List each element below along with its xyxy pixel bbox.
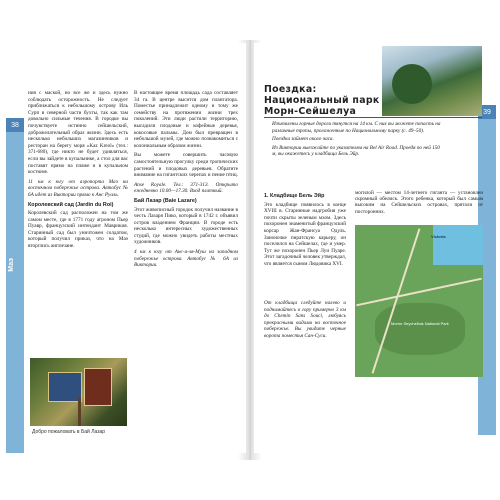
left-col2-paragraph-2: Вы можете совершить часовую самостоятельную прогулку среди тропических растений и плодовых деревьев. Обратите внимание на гигантских черепах и пение птиц.: [134, 152, 238, 179]
section-heading: 1. Кладбище Бель Эйр: [264, 193, 325, 199]
left-col2-paragraph-5: 4 км к югу от Анс-а-ля-Муш на западном побережье острова. Автобус № 6А из Виктории.: [134, 249, 238, 269]
photo-tree: [392, 64, 432, 104]
left-col1-paragraph2: Королевский сад расположен на том же самом месте, где в 1771 году агроном Пьер Пуавр, французский интендант Маврикия. Старинный сад был уничтожен солдатом, который получил приказ, что на Маэ вторглись англичане.: [28, 210, 128, 250]
left-page: [6, 43, 246, 453]
photo-sign: [84, 368, 112, 406]
left-column-2: [134, 90, 238, 272]
left-col2-paragraph-4: Этот живописный городок получил название в честь Лазаря Пико, который в 1742 г. объявил остров владением Франции. В городе есть несколько интересных художественных студий, где можно увидеть работы местных художников.: [134, 206, 238, 246]
photo-caption: Добро пожаловать в Бай Лазар: [32, 429, 106, 435]
left-side-tab: [6, 118, 24, 453]
right-col2-paragraph: могилой — местом 14-летнего гиганта — установлен скромный обелиск. Этого ребенка, который был самым высоким на Сейшельских островах, прятали от посторонних.: [355, 190, 483, 215]
map-park: [375, 303, 465, 355]
right-col1-paragraph: Это кладбище появилось в конце XVIII в. Старинные надгробия уже почти скрыты зеленым мхом. Здесь похоронен знаменитый французский корсар Жан-Франсуа Одуль. Заноночке пиратскую карьеру, он поселился на Сейшелах, где и умер. Тут же похоронен Пьер Луи Пуаре. Этот загадочный человек утверждал, что является сыном Людовика XVI.: [264, 201, 346, 267]
map-park-label: Morne Seychellois National Park: [391, 321, 449, 326]
route-map: [355, 225, 483, 377]
left-col2-paragraph-1: В настоящее время площадь сада составляет 34 га. В центре высится дом плантатора. Поместье принадлежит одному и тому же семейству на протяжении жизни трех поколений. Эти люди растили территорию, высадили плодовые и кофейные деревья, кокосовые пальмы. Дом был превращен в небольшой музей, где можно познакомиться с колониальным образом жизни.: [134, 90, 238, 149]
map-sea: [433, 225, 483, 265]
map-city-label: Victoria: [431, 234, 446, 239]
intro-paragraph: Поездка займет около часа.: [272, 136, 334, 143]
left-col2-paragraph-3: Anse Royale. Тел.: 371-313. Открыто ежедневно 10.00—17.30. Вход платный.: [134, 181, 238, 195]
left-column-1: [28, 90, 128, 253]
title-line: Морн-Сейшелуа: [264, 106, 357, 117]
tour-intro: [272, 121, 442, 160]
left-section-label: Маэ: [8, 258, 15, 272]
page-title: [264, 84, 384, 117]
intro-paragraph: Из Виктории выезжайте по указателям на Bel Air Road. Проедя по ней 150 м, вы окажетесь у кладбища Бель Эйр.: [272, 144, 440, 158]
title-line: Национальный парк: [264, 95, 380, 106]
right-column-1: [264, 190, 346, 271]
baie-lazare-photo: [30, 358, 127, 426]
right-page-number: 39: [478, 105, 496, 119]
title-divider: [264, 117, 482, 118]
map-road: [356, 278, 482, 307]
left-col1-heading: Королевский сад (Jardin du Roi): [28, 201, 114, 208]
left-col2-heading: Бай Лазар (Baie Lazare): [134, 197, 197, 204]
mountain-photo: [382, 46, 482, 116]
photo-post: [78, 398, 81, 426]
left-col1-paragraph-directions: 11 км к югу от аэропорта Маэ на восточном побережье острова. Автобус № 6А идет из Виктории прямо к Анс Руаль.: [28, 178, 128, 198]
left-col1-paragraph: ния с маской, но все же и здесь нужно соблюдать осторожность. Не следует приближаться к небольшому острову Иль Сурп в северной части бухты, так как там довольно сильные течения. В городке вы почувствуете истинно сейшельский, доброжелательный образ жизни. Здесь есть несколько небольших магазинчиков и ресторан на берегу моря «Kaz Kreol» (тел.: 371-680), где никто не будет удивляться, если вы зайдете в купальнике, а стол для вас поставят прямо на пляже и в купальном костюме.: [28, 90, 128, 176]
title-line: Поездка:: [264, 84, 317, 95]
photo-sign: [48, 372, 82, 402]
left-page-number: 38: [6, 118, 24, 132]
right-col-directions: [264, 300, 346, 343]
right-column-2: [355, 190, 483, 218]
intro-paragraph: Изъязвлены горные дороги тянутся на 14 км. С них вы можете попасть на различные тропы, проложенные по Национальному парку (с. 49–50).: [272, 121, 441, 134]
right-col2-directions: От кладбища следуйте налево и поднимайтесь в гору примерно 3 км до Chemin Sans Souci, любуясь прекрасными видами на восточное побережье. Вы увидите черные ворота поместья Сан-Суси.: [264, 300, 346, 339]
